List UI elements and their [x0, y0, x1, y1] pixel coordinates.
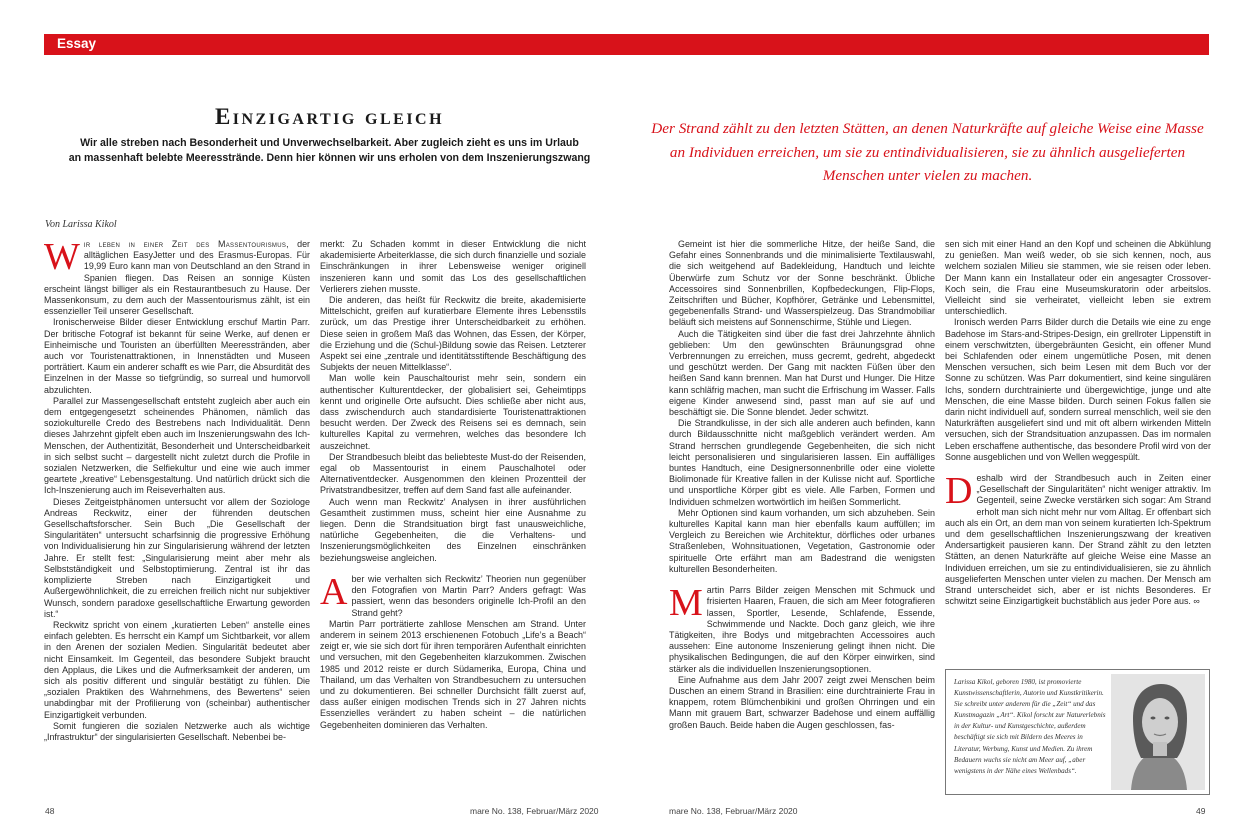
byline: Von Larissa Kikol [45, 219, 117, 230]
issue-info-left: mare No. 138, Februar/März 2020 [470, 806, 599, 816]
paragraph: Martin Parr porträtierte zahllose Menschen am Strand. Unter anderem in seinem 2013 erschienenen Fotobuch „Life’s a Beach“ zeigt er, wie sie sich dort für ihren temporären Aufenthalt einrichten und versuchen, mit den Gegebenheiten klarzukommen. Zwischen 1985 und 2012 reiste er durch Südamerika, Europa, China und Thailand, um das Verhalten von Strandbesuchern zu untersuchen und zu dokumentieren. Bei schneller Durchsicht fällt zuerst auf, dass außer einigen modischen Trends sich in 27 Jahren nichts Essenzielles verändert zu haben scheint – die natürlichen Gegebenheiten dominieren das Verhalten. [320, 618, 586, 730]
article-title: Einzigartig gleich [214, 104, 445, 129]
page-number-right: 49 [1196, 806, 1206, 816]
paragraph: Eine Aufnahme aus dem Jahr 2007 zeigt zwei Menschen beim Duschen an einem Strand in Brasilien: eine durchtrainierte Frau in knappem, rotem Blümchenbikini und großen Ohrringen und ein Mann mit grauem Bart, schwarzer Badehose und einem auffällig großen Bauch. Beide haben die Augen geschlossen, fas- [669, 674, 935, 730]
drop-cap: W [44, 236, 80, 278]
paragraph: Dieses Zeitgeistphänomen untersucht vor allem der Soziologe Andreas Reckwitz, einer der führenden deutschen Gesellschaftsforscher. Sein Buch „Die Gesellschaft der Singularitäten“ untersucht scharfsinnig die progressive Erhöhung von Individualisierung hin zur Singularisierung während der letzten Jahre. Er stellt fest: „Singularisierung meint aber mehr als Selbstständigkeit und Selbstoptimierung. Zentral ist ihr das komplizierte Streben nach Einzigartigkeit und Außergewöhnlichkeit, die zu erreichen freilich nicht nur subjektiver Wunsch, sondern paradoxe gesellschaftliche Erwartung geworden ist.“ [44, 496, 310, 619]
paragraph [945, 470, 1211, 607]
section-gap [945, 463, 1211, 473]
paragraph: Der Strandbesuch bleibt das beliebteste Must-do der Reisenden, egal ob Massentourist in einem Pauschalhotel oder Alternativentdecker. Ausgenommen den kleinen Prozentteil der Privatstrandbesitzer, treffen auf dem Sand fast alle aufeinander. [320, 451, 586, 496]
paragraph: Ironischerweise Bilder dieser Entwicklung erschuf Martin Parr. Der britische Fotograf ist bekannt für seine Werke, auf denen er Einheimische und Touristen an überfüllten Meeresstränden, aber auch vor Touristenattraktionen, in Innenstädten und Museen porträtiert. Kaum ein anderer schafft es wie Parr, die Absurdität des Einzelnen in der Masse so tiefgründig, so surreal und humorvoll abzulichten. [44, 317, 310, 395]
paragraph: Die anderen, das heißt für Reckwitz die breite, akademisierte Mittelschicht, greifen auf kuratierbare Elemente ihres Lebensstils zurück, um das Prestige ihrer Unterscheidbarkeit zu erhöhen. Diese seien in großem Maß das Wohnen, das Essen, der Körper, die Erziehung und die (Schul-)Bildung sowie das Reisen. Letzterer Aspekt sei eine „zentrale und identitätsstiftende Beschäftigung des Subjekts der neuen Mittelklasse“. [320, 295, 586, 373]
paragraph [44, 236, 311, 317]
section-gap [669, 575, 935, 585]
paragraph: Somit fungieren die sozialen Netzwerke auch als wichtige „Infrastruktur“ der singularisierten Gesellschaft. Nebenbei be- [44, 720, 310, 742]
pull-quote: Der Strand zählt zu den letzten Stätten, an denen Naturkräfte auf gleiche Weise eine Masse an Individuen erreichen, um sie zu entindividualisieren, sie zu ähnlich ausgelieferten Menschen unter vielen zu machen. [651, 120, 1204, 184]
text-column-1 [44, 236, 311, 743]
paragraph: Auch die Tätigkeiten sind über die fast drei Jahrzehnte ähnlich geblieben: Um den gewünschten Bräunungsgrad ohne Verbrennungen zu erreichen, muss gecremt, gedreht, abgedeckt und geschützt werden. Der Gang mit nackten Füßen über den heißen Sand kann brennen. Man hat Durst und Hunger. Die Hitze kann schläfrig machen, man sucht die Erfrischung im Wasser. Falls eigene Kinder anwesend sind, passt man auf sie auf und beschäftigt sie. Die Sonne blendet. Jeder schwitzt. [669, 328, 935, 418]
paragraph: Reckwitz spricht von einem „kuratierten Leben“ anstelle eines einfach gelebten. Es herrscht ein Kampf um Sichtbarkeit, vor allem in den Arenen der sozialen Medien. Singularität bedeutet aber nicht Einsamkeit. Im Gegenteil, das besondere Subjekt braucht den Applaus, die Likes und die Aufmerksamkeit der anderen, um sich als positiv different und singulär bestätigt zu fühlen. Die „sozialen Praktiken des Wahrnehmens, des Bewertens“ seien unabdingbar mit der Profilierung von (scheinbar) authentischer Einzigartigkeit verbunden. [44, 619, 310, 720]
paragraph: Auch wenn man Reckwitz’ Analysen in ihrer ausführlichen Gesamtheit zustimmen muss, scheint hier eine Ausnahme zu liegen. Denn die Strandsituation birgt fast unausweichliche, natürliche Gegebenheiten, die die Verhaltens- und Inszenierungsmöglichkeiten des Einzelnen einschränken beziehungsweise angleichen. [320, 496, 586, 563]
author-portrait-image [1111, 674, 1205, 790]
paragraph-text: der alltäglichen EasyJetter und des Erasmus-Europas. Für 19,99 Euro kann man von Deutschland an den Strand in Spanien fliegen. Das Reisen an sonnige Küsten erscheint längst billiger als ein Restaurantbesuch zu Hause. Der Massenkonsum, zu dem auch der Massentourismus zählt, ist ein essenzieller Teil unserer Gesellschaft. [44, 239, 311, 317]
paragraph: Mehr Optionen sind kaum vorhanden, um sich abzuheben. Sein kulturelles Kapital kann man hier ebenfalls kaum auffüllen; im Vergleich zu Bereichen wie Architektur, dörfliches oder urbanes Straßenleben, Wohnsituationen, Vegetation, Gastronomie oder spirituelle Orte erfährt man am Badestrand die wenigsten kulturellen Besonderheiten. [669, 507, 935, 574]
paragraph [669, 582, 935, 675]
author-portrait [1111, 674, 1205, 790]
paragraph [320, 570, 586, 619]
paragraph-text: ber wie verhalten sich Reckwitz’ Theorien nun gegenüber den Fotografien von Martin Parr? Anders gefragt: Was passiert, wenn das besonders originelle Ich-Profil an den Strand geht? [351, 573, 586, 618]
text-column-2 [320, 239, 586, 731]
section-label: Essay [57, 36, 97, 51]
author-bio-text: Larissa Kikol, geboren 1980, ist promovierte Kunstwissenschaftlerin, Autorin und Kunstkritikerin. Sie schreibt unter anderem für die „Zeit“ und das Kunstmagazin „Art“. Kikol forscht zur Naturerlebnis in der Kultur- und Kunstgeschichte, außerdem beschäftigt sie sich mit Bildern des Meeres in Literatur, Werbung, Kunst und Medien. Zu ihrem Bedauern wuchs sie nicht am Meer auf, „aber wenigstens in der Nähe eines Wellenbads“. [954, 678, 1106, 775]
end-mark-icon: ∞ [1193, 596, 1200, 607]
issue-info-right: mare No. 138, Februar/März 2020 [669, 806, 798, 816]
paragraph: Parallel zur Massengesellschaft entsteht zugleich aber auch ein dem entgegengesetzt scheinendes Phänomen, nämlich das soziokulturelle Credo des Bestrebens nach Individualität. Denn dieses Jahrzehnt gipfelt eben auch im Inszenierungswahn des Ich-Menschen, der Authentizität, Besonderheit und Unterscheidbarkeit in sich selbst sucht – dargestellt nicht zuletzt durch die Profile in sozialen Netzwerken, die Selfiekultur und eine wie auch immer geartete „kreative“ Lebensgestaltung. Und natürlich drückt sich die Ich-Inszenierung auch im Reiseverhalten aus. [44, 395, 310, 496]
section-gap [320, 564, 586, 574]
subtitle-line-2: an massenhaft belebte Meeresstrände. Denn hier können wir uns erholen von dem Inszenierungszwang [68, 152, 591, 164]
article-subtitle [44, 136, 615, 166]
paragraph-text: eshalb wird der Strandbesuch auch in Zeiten einer „Gesellschaft der Singularitäten“ nicht weniger attraktiv. Im Gegenteil, seine Zwecke verstärken sich sogar: Am Strand erholt man sich nicht mehr nur vom Alltag. Er offenbart sich auch als ein Ort, an dem man von seinem kuratierten Ich-Spektrum und dem gesellschaftlichen Inszenierungszwang der kreativen Andersartigkeit pausieren kann. Der Strand zählt zu den letzten Stätten, an denen Naturkräfte auf gleiche Weise eine Masse an Individuen erreichen, um sie zu entindividualisieren, sie zu ähnlich ausgelieferten Menschen unter vielen zu machen. Der Mensch am Strand unterscheidet sich, aber er ist nichts Besonderes. Er schwitzt seine Einzigartigkeit buchstäblich aus jeder Pore aus. [945, 473, 1211, 607]
text-column-4 [945, 239, 1211, 608]
paragraph: Ironisch werden Parrs Bilder durch die Details wie eine zu enge Badehose im Stars-and-Stripes-Design, ein grellroter Lippenstift in einem verschwitzten, übergebräunten Gesicht, ein offener Mund bei Schlafenden oder einem ungemütliche Posen, mit denen Menschen versuchen, sich beim Lesen mit dem Buch vor der Sonne zu schützen. Was Parr dokumentiert, sind keine singulären Ichs, sondern durchtrainierte und übergewichtige, junge und alte Menschen, die eine Masse bilden. Durch seinen Fokus fallen sie darin nicht individuell auf, sondern surreal menschlich, weil sie den Naturkräften ausgeliefert sind und mit oft albern wirkenden Mitteln versuchen, sich der Strandsituation anzupassen. Das im normalen Leben erschaffene authentische, das besondere Profil wird von der Sonne ausgeblichen und von Wellen weggespült. [945, 317, 1211, 462]
paragraph: Man wolle kein Pauschaltourist mehr sein, sondern ein authentischer Kulturentdecker, der globalisiert sei, Geheimtipps kennt und originelle Orte aufsucht. Dies schließe aber nicht aus, dass zwischendurch auch standardisierte Touristenattraktionen besucht werden. Der Zweck des Reisens sei es demnach, sein kulturelles Kapital zu vermehren, welches das besondere Ich auszeichnet. [320, 373, 586, 451]
paragraph-text: artin Parrs Bilder zeigen Menschen mit Schmuck und frisierten Haaren, Frauen, die sich am Meer fotografieren lassen, Sportler, Lesende, Schlafende, Essende, Schwimmende und Nackte. Doch ganz gleich, wie ihre Tätigkeiten, ihre Bodys und mitgebrachten Accessoires auch aussehen: Eine autonome Inszenierung gelingt ihnen nicht. Die physikalischen Bedingungen, die auf den Körper einwirken, sind stärker als die individuellen Inszenierungsoptionen. [669, 585, 935, 674]
drop-cap: D [945, 470, 973, 513]
paragraph: Gemeint ist hier die sommerliche Hitze, der heiße Sand, die Gefahr eines Sonnenbrands und die minimalisierte Textilauswahl, die sich weitgehend auf Badekleidung, Handtuch und leichte Überwürfe zum Schutz vor der Sonne beschränkt. Übliche Accessoires sind Sonnenbrillen, Kopfbedeckungen, Flip-Flops, Zeitschriften und Bücher, Kopfhörer, Getränke und Lebensmittel, gegebenenfalls Strand- und Wasserspielzeug. Das Strandmobiliar beläuft sich meistens auf Sonnenschirme, Stühle und Liegen. [669, 239, 935, 328]
paragraph: merkt: Zu Schaden kommt in dieser Entwicklung die nicht akademisierte Arbeiterklasse, die sich durch finanzielle und soziale Einschränkungen in ihrer Lebensweise weniger originell inszenieren kann und somit das Los des gesellschaftlichen Verlierers ziehen musste. [320, 239, 586, 294]
text-column-3 [669, 239, 935, 731]
drop-cap: M [669, 582, 703, 625]
author-bio-box [945, 669, 1210, 795]
lead-in: ir leben in einer Zeit des Massentourismus, [83, 239, 289, 249]
page-number-left: 48 [45, 806, 55, 816]
subtitle-line-1: Wir alle streben nach Besonderheit und Unverwechselbarkeit. Aber zugleich zieht es uns im Urlaub [80, 137, 579, 149]
paragraph: Die Strandkulisse, in der sich alle anderen auch befinden, kann durch Bildausschnitte nicht maßgeblich verändert werden. Am Strand herrschen grundlegende Gegebenheiten, die sich nicht leicht personalisieren und singularisieren lassen. Ein auffälliges buntes Handtuch, eine Designersonnenbrille oder eine violette Biolimonade für Kreative fallen in der Kulisse nicht auf. Sportliche und unsportliche Körper gibt es viele. Alle Farben, Formen und Individuen schmelzen wortwörtlich im heißen Sommerlicht. [669, 418, 935, 507]
section-bar [44, 34, 1209, 55]
paragraph: sen sich mit einer Hand an den Kopf und scheinen die Abkühlung zu genießen. Man weiß weder, ob sie sich kennen, noch, aus welchem sozialen Milieu sie stammen, wie sie reisen oder leben. Der Mann kann ein Installateur oder ein angesagter Crossover-Koch sein, die Frau eine Museumskuratorin oder arbeitslos. Vielleicht sind sie verheiratet, vielleicht leben sie extrem unterschiedlich. [945, 239, 1211, 317]
drop-cap: A [320, 570, 348, 613]
